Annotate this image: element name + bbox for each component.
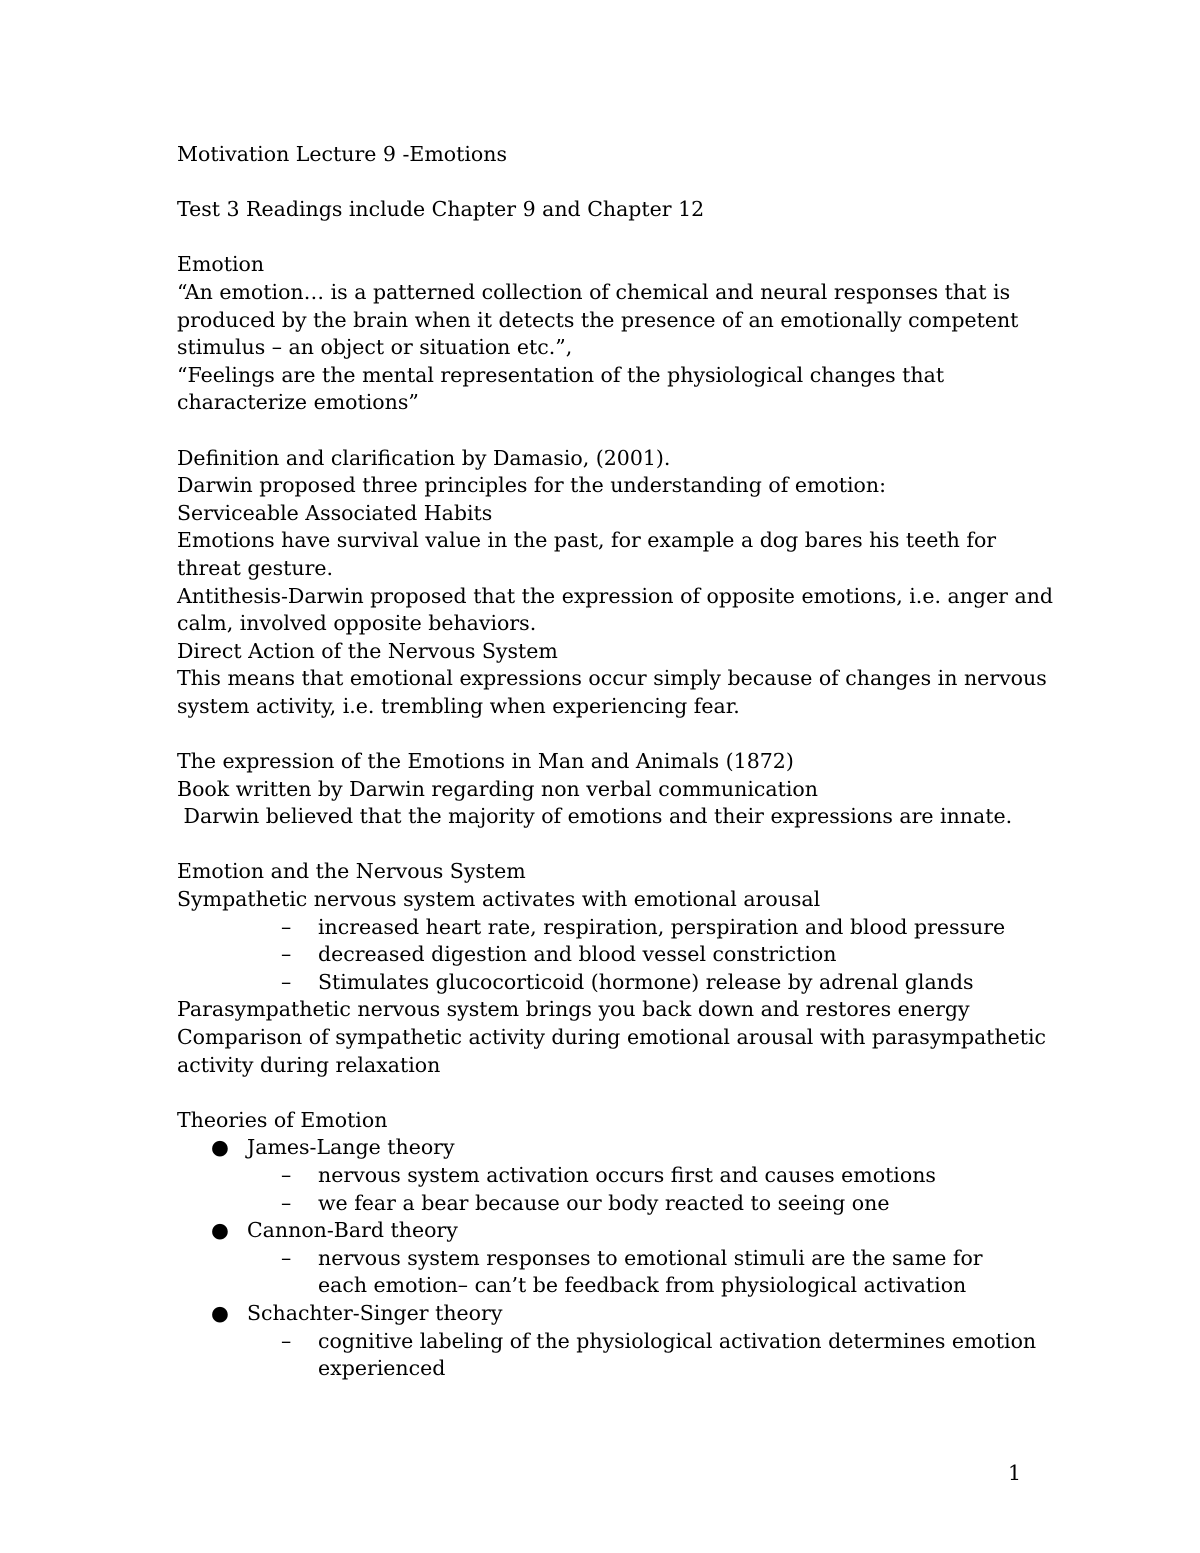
dash-list-item xyxy=(177,1245,1037,1300)
spacer xyxy=(177,417,1037,445)
dash-marker: – xyxy=(281,942,292,967)
text-line: Comparison of sympathetic activity during emotional arousal with parasympathetic xyxy=(177,1025,1047,1049)
spacer xyxy=(177,1079,1037,1107)
text-line: Serviceable Associated Habits xyxy=(177,500,493,525)
text-line: Sympathetic nervous system activates with emotional arousal xyxy=(177,887,821,912)
nervous-system-section xyxy=(177,858,1047,1079)
spacer xyxy=(177,224,1037,252)
text-line: This means that emotional expressions occur simply because of changes in nervous xyxy=(177,666,1047,691)
text-line: Emotions have survival value in the past, for example a dog bares his teeth for xyxy=(177,528,997,553)
page-title: Motivation Lecture 9 -Emotions xyxy=(177,142,507,166)
list-item-text: nervous system responses to emotional stimuli are the same for each emotion– can’t be feedback from physiological activation xyxy=(318,1245,983,1298)
text-line: Darwin believed that the majority of emotions and their expressions are innate. xyxy=(177,804,1013,829)
list-item-text: we fear a bear because our body reacted to seeing one xyxy=(318,1190,890,1215)
bullet-icon: ● xyxy=(211,1218,229,1243)
emotion-definition-section xyxy=(177,251,1037,417)
theory-name: Schachter-Singer theory xyxy=(247,1300,503,1325)
text-line: characterize emotions” xyxy=(177,390,419,415)
text-line: Antithesis-Darwin proposed that the expression of opposite emotions, i.e. anger and xyxy=(177,583,1054,608)
dash-list-item xyxy=(177,1328,1037,1383)
dash-marker: – xyxy=(281,969,292,994)
bullet-icon: ● xyxy=(211,1300,229,1325)
text-line: Darwin proposed three principles for the understanding of emotion: xyxy=(177,473,886,498)
document-page xyxy=(177,141,1054,1383)
theories-section xyxy=(177,1107,1037,1383)
text-line: Direct Action of the Nervous System xyxy=(177,638,558,663)
dash-marker: – xyxy=(281,1328,292,1353)
dash-marker: – xyxy=(281,914,292,939)
text-line: stimulus – an object or situation etc.”, xyxy=(177,335,573,360)
list-item-text: increased heart rate, respiration, perspiration and blood pressure xyxy=(318,914,1006,939)
list-item-text: Stimulates glucocorticoid (hormone) release by adrenal glands xyxy=(318,969,974,994)
section-heading: Emotion xyxy=(177,252,265,277)
list-item-text: cognitive labeling of the physiological activation determines emotion experienced xyxy=(318,1328,1037,1381)
text-line: Parasympathetic nervous system brings you back down and restores energy xyxy=(177,997,970,1022)
theory-name: James-Lange theory xyxy=(247,1135,455,1160)
theory-item-schachter-singer xyxy=(177,1300,1037,1328)
text-line: Book written by Darwin regarding non verbal communication xyxy=(177,776,818,801)
page-number: 1 xyxy=(1008,1461,1022,1485)
spacer xyxy=(177,720,1037,748)
dash-list-item xyxy=(177,914,1037,942)
dash-marker: – xyxy=(281,1190,292,1215)
text-line: system activity, i.e. trembling when experiencing fear. xyxy=(177,693,740,718)
dash-marker: – xyxy=(281,1162,292,1187)
text-line: The expression of the Emotions in Man and Animals (1872) xyxy=(177,749,794,774)
dash-marker: – xyxy=(281,1245,292,1270)
dash-list-item xyxy=(177,1190,1037,1218)
text-line: threat gesture. xyxy=(177,555,334,580)
darwin-principles-section xyxy=(177,445,1054,721)
spacer xyxy=(177,831,1037,859)
theory-item-james-lange xyxy=(177,1134,1037,1162)
theory-name: Cannon-Bard theory xyxy=(247,1218,458,1243)
text-line: calm, involved opposite behaviors. xyxy=(177,611,537,636)
readings-line: Test 3 Readings include Chapter 9 and Chapter 12 xyxy=(177,197,705,222)
text-line: activity during relaxation xyxy=(177,1052,441,1077)
bullet-icon: ● xyxy=(211,1135,229,1160)
list-item-text: decreased digestion and blood vessel constriction xyxy=(318,942,837,967)
dash-list-item xyxy=(177,941,1037,969)
darwin-book-section xyxy=(177,748,1037,831)
dash-list-item xyxy=(177,969,1037,997)
spacer xyxy=(177,169,1037,197)
section-heading: Emotion and the Nervous System xyxy=(177,859,526,884)
theory-item-cannon-bard xyxy=(177,1217,1037,1245)
text-line: Definition and clarification by Damasio, (2001). xyxy=(177,445,671,470)
dash-list-item xyxy=(177,1162,1037,1190)
text-line: “Feelings are the mental representation of the physiological changes that xyxy=(177,362,945,387)
text-line: produced by the brain when it detects the presence of an emotionally competent xyxy=(177,307,1019,332)
section-heading: Theories of Emotion xyxy=(177,1107,388,1132)
list-item-text: nervous system activation occurs first and causes emotions xyxy=(318,1162,936,1187)
text-line: “An emotion… is a patterned collection of chemical and neural responses that is xyxy=(177,279,1011,304)
